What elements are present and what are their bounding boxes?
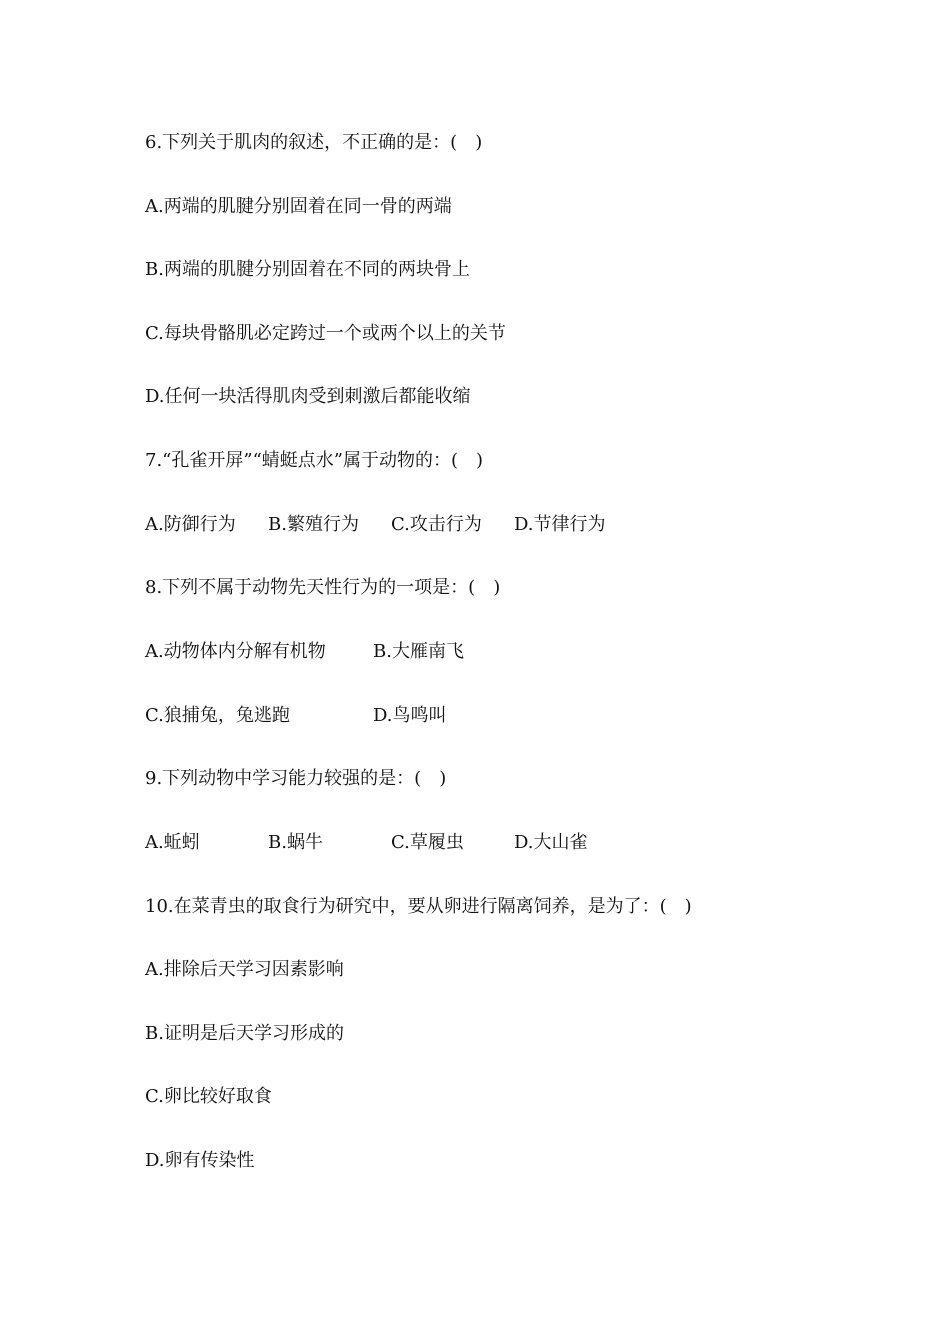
question-9-options <box>145 828 588 858</box>
question-7-option-c: C.攻击行为 <box>391 514 482 535</box>
question-7-option-d: D.节律行为 <box>514 514 606 535</box>
question-7-option-a: A.防御行为 <box>145 514 236 535</box>
question-6-option-d: D.任何一块活得肌肉受到刺激后都能收缩 <box>145 386 471 407</box>
question-8-option-b: B.大雁南飞 <box>373 641 464 662</box>
question-6-option-c: C.每块骨骼肌必定跨过一个或两个以上的关节 <box>145 323 506 344</box>
question-9-option-d: D.大山雀 <box>514 832 588 853</box>
question-9-stem: 9.下列动物中学习能力较强的是：( ) <box>145 768 447 789</box>
question-10-option-d: D.卵有传染性 <box>145 1150 255 1171</box>
question-9-option-b: B.蜗牛 <box>268 832 323 853</box>
question-8-options-row-1 <box>145 637 464 667</box>
question-10-option-c: C.卵比较好取食 <box>145 1086 272 1107</box>
question-7-options <box>145 510 606 540</box>
question-9-option-c: C.草履虫 <box>391 832 464 853</box>
question-10-option-b: B.证明是后天学习形成的 <box>145 1023 344 1044</box>
question-9-option-a: A.蚯蚓 <box>145 832 200 853</box>
question-7-option-b: B.繁殖行为 <box>268 514 359 535</box>
question-8-option-a: A.动物体内分解有机物 <box>145 641 326 662</box>
question-8-options-row-2 <box>145 701 447 731</box>
question-8-stem: 8.下列不属于动物先天性行为的一项是：( ) <box>145 577 501 598</box>
question-7-stem: 7.“孔雀开屏”“蜻蜓点水”属于动物的：( ) <box>145 450 484 471</box>
question-6-option-b: B.两端的肌腱分别固着在不同的两块骨上 <box>145 259 470 280</box>
question-8-option-d: D.鸟鸣叫 <box>373 705 447 726</box>
question-10-option-a: A.排除后天学习因素影响 <box>145 959 344 980</box>
question-10-stem: 10.在菜青虫的取食行为研究中，要从卵进行隔离饲养，是为了：( ) <box>145 896 692 917</box>
question-8-option-c: C.狼捕兔，兔逃跑 <box>145 705 290 726</box>
question-6-stem: 6.下列关于肌肉的叙述，不正确的是：( ) <box>145 132 483 153</box>
question-6-option-a: A.两端的肌腱分别固着在同一骨的两端 <box>145 196 452 217</box>
